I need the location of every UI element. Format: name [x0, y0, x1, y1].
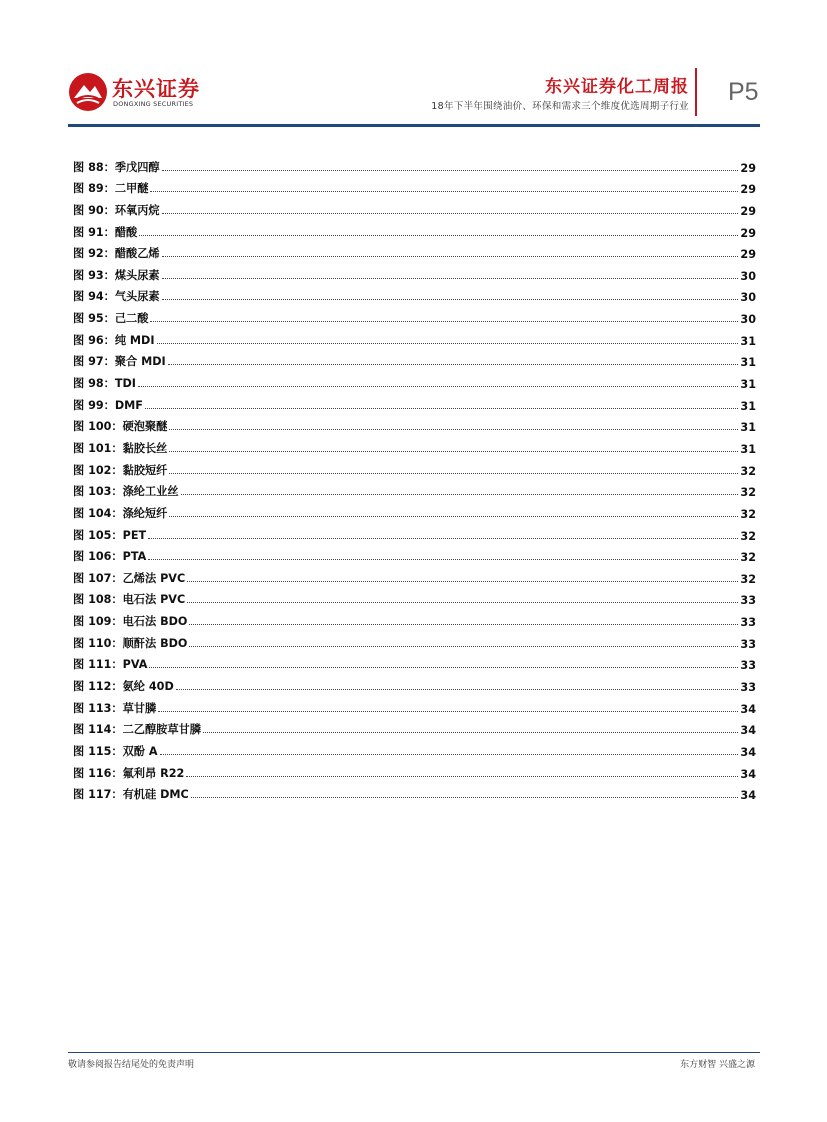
toc-entry[interactable] — [73, 304, 756, 326]
figure-list — [73, 153, 756, 802]
toc-entry-label: 图 117：有机硅 DMC — [73, 788, 189, 802]
toc-entry-label: 图 91：醋酸 — [73, 225, 138, 239]
footer-rule — [68, 1052, 760, 1053]
toc-entry-page: 31 — [740, 334, 756, 348]
toc-entry[interactable] — [73, 218, 756, 240]
toc-entry[interactable] — [73, 153, 756, 175]
dongxing-logo-icon — [68, 72, 108, 112]
toc-entry-label: 图 111：PVA — [73, 658, 148, 672]
toc-leader-dots — [189, 646, 738, 647]
toc-entry[interactable] — [73, 543, 756, 565]
toc-entry-page: 32 — [740, 464, 756, 478]
page-number: P5 — [728, 78, 759, 106]
toc-leader-dots — [150, 191, 738, 192]
toc-entry-page: 34 — [740, 724, 756, 738]
toc-leader-dots — [138, 386, 739, 387]
toc-entry[interactable] — [73, 413, 756, 435]
toc-entry[interactable] — [73, 716, 756, 738]
toc-entry-page: 31 — [740, 356, 756, 370]
toc-entry-page: 31 — [740, 378, 756, 392]
toc-entry-page: 32 — [740, 486, 756, 500]
toc-leader-dots — [176, 689, 739, 690]
toc-entry[interactable] — [73, 391, 756, 413]
logo-english-name: DONGXING SECURITIES — [113, 100, 194, 108]
toc-entry-label: 图 94：气头尿素 — [73, 290, 160, 304]
toc-entry-label: 图 115：双酚 A — [73, 744, 158, 758]
toc-entry-label: 图 109：电石法 BDO — [73, 615, 188, 629]
toc-leader-dots — [158, 711, 738, 712]
toc-entry-label: 图 114：二乙醇胺草甘膦 — [73, 723, 201, 737]
toc-leader-dots — [169, 473, 738, 474]
toc-leader-dots — [162, 299, 739, 300]
toc-entry-page: 30 — [740, 291, 756, 305]
toc-entry[interactable] — [73, 586, 756, 608]
header-divider — [695, 68, 697, 116]
toc-entry-page: 32 — [740, 572, 756, 586]
toc-leader-dots — [169, 451, 738, 452]
toc-entry[interactable] — [73, 196, 756, 218]
toc-leader-dots — [139, 235, 738, 236]
toc-entry-label: 图 96：纯 MDI — [73, 333, 155, 347]
toc-leader-dots — [186, 776, 738, 777]
toc-leader-dots — [148, 538, 738, 539]
toc-entry[interactable] — [73, 629, 756, 651]
toc-entry-page: 34 — [740, 789, 756, 803]
footer-disclaimer: 敬请参阅报告结尾处的免责声明 — [68, 1060, 195, 1070]
toc-leader-dots — [187, 581, 738, 582]
toc-entry-label: 图 116：氟利昂 R22 — [73, 766, 185, 780]
toc-leader-dots — [162, 256, 739, 257]
header-rule — [68, 124, 760, 127]
toc-entry-label: 图 110：顺酐法 BDO — [73, 636, 188, 650]
toc-leader-dots — [168, 364, 739, 365]
toc-leader-dots — [148, 559, 738, 560]
toc-entry[interactable] — [73, 478, 756, 500]
toc-leader-dots — [145, 408, 739, 409]
toc-leader-dots — [187, 602, 738, 603]
footer-slogan: 东方财智 兴盛之源 — [680, 1060, 755, 1070]
toc-entry[interactable] — [73, 521, 756, 543]
page-header — [0, 0, 827, 130]
toc-entry-page: 34 — [740, 702, 756, 716]
toc-entry-page: 32 — [740, 551, 756, 565]
toc-entry-page: 29 — [740, 248, 756, 262]
toc-entry-page: 32 — [740, 529, 756, 543]
toc-entry[interactable] — [73, 348, 756, 370]
toc-entry-page: 30 — [740, 269, 756, 283]
toc-leader-dots — [181, 494, 739, 495]
toc-entry[interactable] — [73, 434, 756, 456]
company-logo — [68, 72, 198, 112]
toc-entry-label: 图 107：乙烯法 PVC — [73, 571, 186, 585]
toc-entry-page: 29 — [740, 183, 756, 197]
toc-entry-label: 图 112：氨纶 40D — [73, 680, 174, 694]
toc-entry[interactable] — [73, 759, 756, 781]
toc-entry-page: 33 — [740, 659, 756, 673]
toc-entry[interactable] — [73, 694, 756, 716]
toc-entry-page: 34 — [740, 767, 756, 781]
toc-entry[interactable] — [73, 369, 756, 391]
toc-entry-page: 29 — [740, 161, 756, 175]
toc-leader-dots — [149, 667, 738, 668]
toc-entry-page: 33 — [740, 594, 756, 608]
toc-entry-label: 图 102：黏胶短纤 — [73, 463, 168, 477]
toc-entry[interactable] — [73, 456, 756, 478]
toc-entry-page: 29 — [740, 226, 756, 240]
toc-entry-label: 图 100：硬泡聚醚 — [73, 420, 168, 434]
toc-leader-dots — [162, 170, 739, 171]
toc-leader-dots — [169, 429, 738, 430]
toc-entry[interactable] — [73, 607, 756, 629]
toc-entry-label: 图 103：涤纶工业丝 — [73, 485, 179, 499]
toc-entry-page: 33 — [740, 616, 756, 630]
toc-entry-label: 图 95：己二酸 — [73, 312, 149, 326]
toc-entry-label: 图 89：二甲醚 — [73, 182, 149, 196]
toc-leader-dots — [150, 321, 738, 322]
toc-entry[interactable] — [73, 499, 756, 521]
toc-entry[interactable] — [73, 261, 756, 283]
toc-entry[interactable] — [73, 737, 756, 759]
toc-leader-dots — [191, 797, 739, 798]
toc-entry[interactable] — [73, 175, 756, 197]
toc-entry-label: 图 97：聚合 MDI — [73, 355, 166, 369]
toc-leader-dots — [162, 213, 739, 214]
toc-entry-label: 图 90：环氧丙烷 — [73, 203, 160, 217]
toc-entry-page: 30 — [740, 313, 756, 327]
toc-leader-dots — [160, 754, 739, 755]
toc-leader-dots — [169, 516, 738, 517]
logo-chinese-name: 东兴证券 — [112, 77, 200, 101]
toc-entry[interactable] — [73, 672, 756, 694]
toc-entry[interactable] — [73, 326, 756, 348]
toc-entry[interactable] — [73, 564, 756, 586]
toc-leader-dots — [157, 343, 739, 344]
toc-entry-label: 图 88：季戊四醇 — [73, 160, 160, 174]
toc-entry-page: 33 — [740, 637, 756, 651]
toc-entry[interactable] — [73, 240, 756, 262]
toc-entry-label: 图 113：草甘膦 — [73, 701, 157, 715]
toc-entry-page: 31 — [740, 399, 756, 413]
toc-entry-label: 图 92：醋酸乙烯 — [73, 247, 160, 261]
toc-entry-label: 图 101：黏胶长丝 — [73, 441, 168, 455]
toc-entry-label: 图 106：PTA — [73, 550, 147, 564]
toc-leader-dots — [189, 624, 738, 625]
report-subtitle: 18年下半年围绕油价、环保和需求三个维度优选周期子行业 — [431, 101, 689, 112]
toc-entry-page: 31 — [740, 442, 756, 456]
toc-entry-page: 34 — [740, 745, 756, 759]
toc-entry-label: 图 104：涤纶短纤 — [73, 506, 168, 520]
toc-leader-dots — [203, 732, 738, 733]
toc-leader-dots — [162, 278, 739, 279]
toc-entry-page: 29 — [740, 204, 756, 218]
toc-entry[interactable] — [73, 283, 756, 305]
toc-entry-label: 图 105：PET — [73, 528, 147, 542]
toc-entry[interactable] — [73, 781, 756, 803]
toc-entry-label: 图 108：电石法 PVC — [73, 593, 186, 607]
toc-entry-label: 图 99：DMF — [73, 398, 143, 412]
toc-entry-page: 33 — [740, 681, 756, 695]
toc-entry-label: 图 93：煤头尿素 — [73, 268, 160, 282]
toc-entry[interactable] — [73, 651, 756, 673]
report-title: 东兴证券化工周报 — [545, 77, 689, 97]
toc-entry-label: 图 98：TDI — [73, 377, 136, 391]
toc-entry-page: 32 — [740, 507, 756, 521]
toc-entry-page: 31 — [740, 421, 756, 435]
